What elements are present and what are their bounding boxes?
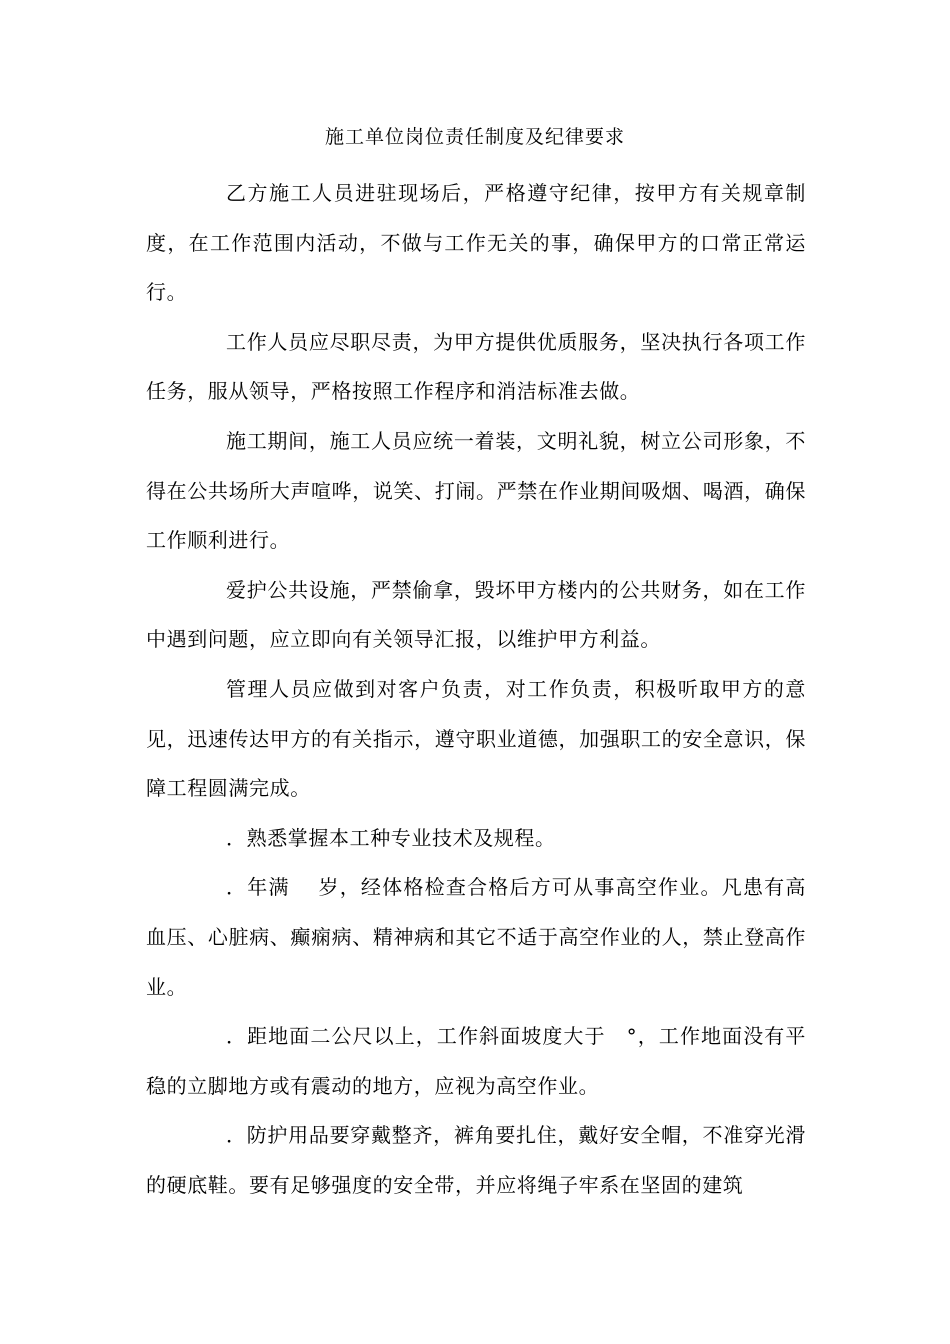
document-body xyxy=(146,169,806,1210)
paragraph: 工作人员应尽职尽责，为甲方提供优质服务，坚决执行各项工作任务，服从领导，严格按照工作程序和消洁标准去做。 xyxy=(146,329,806,404)
paragraph: 乙方施工人员进驻现场后，严格遵守纪律，按甲方有关规章制度，在工作范围内活动，不做与工作无关的事，确保甲方的口常正常运行。 xyxy=(146,181,806,305)
paragraph: 爱护公共设施，严禁偷拿，毁坏甲方楼内的公共财务，如在工作中遇到问题，应立即向有关领导汇报，以维护甲方利益。 xyxy=(146,577,806,652)
paragraph: 施工期间，施工人员应统一着装，文明礼貌，树立公司形象，不得在公共场所大声喧哗，说笑、打闹。严禁在作业期间吸烟、喝酒，确保工作顺利进行。 xyxy=(146,428,806,553)
list-item: ．防护用品要穿戴整齐，裤角要扎住，戴好安全帽，不准穿光滑的硬底鞋。要有足够强度的安全带，并应将绳子牢系在坚固的建筑 xyxy=(146,1123,806,1197)
list-item: ．熟悉掌握本工种专业技术及规程。 xyxy=(226,825,556,850)
list-item: ．距地面二公尺以上，工作斜面坡度大于 °，工作地面没有平稳的立脚地方或有震动的地方，应视为高空作业。 xyxy=(146,1024,806,1098)
list-item: ．年满 岁，经体格检查合格后方可从事高空作业。凡患有高血压、心脏病、癫痫病、精神病和其它不适于高空作业的人，禁止登高作业。 xyxy=(146,875,806,999)
paragraph: 管理人员应做到对客户负责，对工作负责，积极听取甲方的意见，迅速传达甲方的有关指示，遵守职业道德，加强职工的安全意识，保障工程圆满完成。 xyxy=(146,676,806,801)
document-title: 施工单位岗位责任制度及纪律要求 xyxy=(324,126,625,148)
